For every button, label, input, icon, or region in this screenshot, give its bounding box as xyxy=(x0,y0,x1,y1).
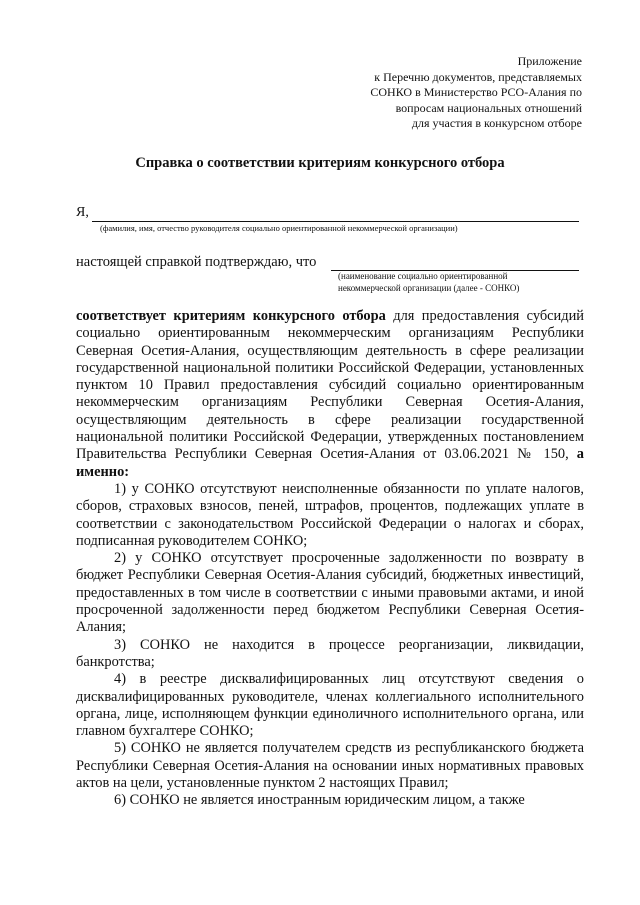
criteria-item: 5) СОНКО не является получателем средств из республиканского бюджета Республики Северная Осетия-Алания на основании иных нормативных правовых актов на цели, установленные пунктом 2 настоящих Правил; xyxy=(76,740,584,792)
organization-hint xyxy=(338,270,558,294)
criteria-item: 4) в реестре дисквалифицированных лиц отсутствуют сведения о дисквалифицированных руководителе, членах коллегиального исполнительного органа, лице, исполняющем функции единоличного исполнительного органа, или главном бухгалтере СОНКО; xyxy=(76,671,584,740)
criteria-item: 2) у СОНКО отсутствует просроченные задолженности по возврату в бюджет Республики Северная Осетия-Алания субсидий, бюджетных инвестиций, предоставленных в том числе в соответствии с иными правовыми актами, и иной просроченной задолженности перед бюджетом Республики Северная Осетия-Алания; xyxy=(76,550,584,636)
appendix-line: вопросам национальных отношений xyxy=(395,100,582,115)
intro-text: для предоставления субсидий социально ориентированным некоммерческим организациям Республики Северная Осетия-Алания, осуществляющим деятельность в сфере реализации государственной национальной политики Российской Федерации, установленных пунктом 10 Правил предоставления субсидий социально ориентированным некоммерческим организациям Республики Северная Осетия-Алания, осуществляющим деятельность в сфере реализации государственной национальной политики Российской Федерации, утвержденных постановлением Правительства Республики Северная Осетия-Алания от 03.06.2021 № 150, xyxy=(76,308,584,463)
body-text xyxy=(76,308,584,810)
appendix-line: к Перечню документов, представляемых xyxy=(374,69,582,84)
criteria-item: 1) у СОНКО отсутствуют неисполненные обязанности по уплате налогов, сборов, страховых взносов, пеней, штрафов, процентов, подлежащих уплате в соответствии с законодательством Российской Федерации о налогах и сборах, подписанная руководителем СОНКО; xyxy=(76,480,584,549)
head-name-hint: (фамилия, имя, отчество руководителя социально ориентированной некоммерческой организации) xyxy=(100,223,458,233)
criteria-item: 6) СОНКО не является иностранным юридическим лицом, а также xyxy=(114,792,525,809)
document-title: Справка о соответствии критериям конкурсного отбора xyxy=(135,155,505,171)
intro-bold-start: соответствует критериям конкурсного отбора xyxy=(76,308,386,324)
ya-prefix: Я, xyxy=(76,205,89,220)
confirm-prefix: настоящей справкой подтверждаю, что xyxy=(76,254,317,270)
intro-paragraph xyxy=(76,308,584,481)
appendix-note xyxy=(282,54,582,132)
organization-hint-line: (наименование социально ориентированной xyxy=(338,271,508,281)
appendix-line: Приложение xyxy=(517,54,582,68)
intro-bold-end: а именно: xyxy=(76,446,584,480)
organization-hint-line: некоммерческой организации (далее - СОНКО) xyxy=(338,283,520,293)
criteria-item: 3) СОНКО не находится в процессе реорганизации, ликвидации, банкротства; xyxy=(76,636,584,670)
appendix-line: СОНКО в Министерство РСО-Алания по xyxy=(370,85,582,99)
appendix-line: для участия в конкурсном отборе xyxy=(411,116,582,130)
head-name-blank xyxy=(92,221,579,222)
head-name-field xyxy=(76,205,579,225)
